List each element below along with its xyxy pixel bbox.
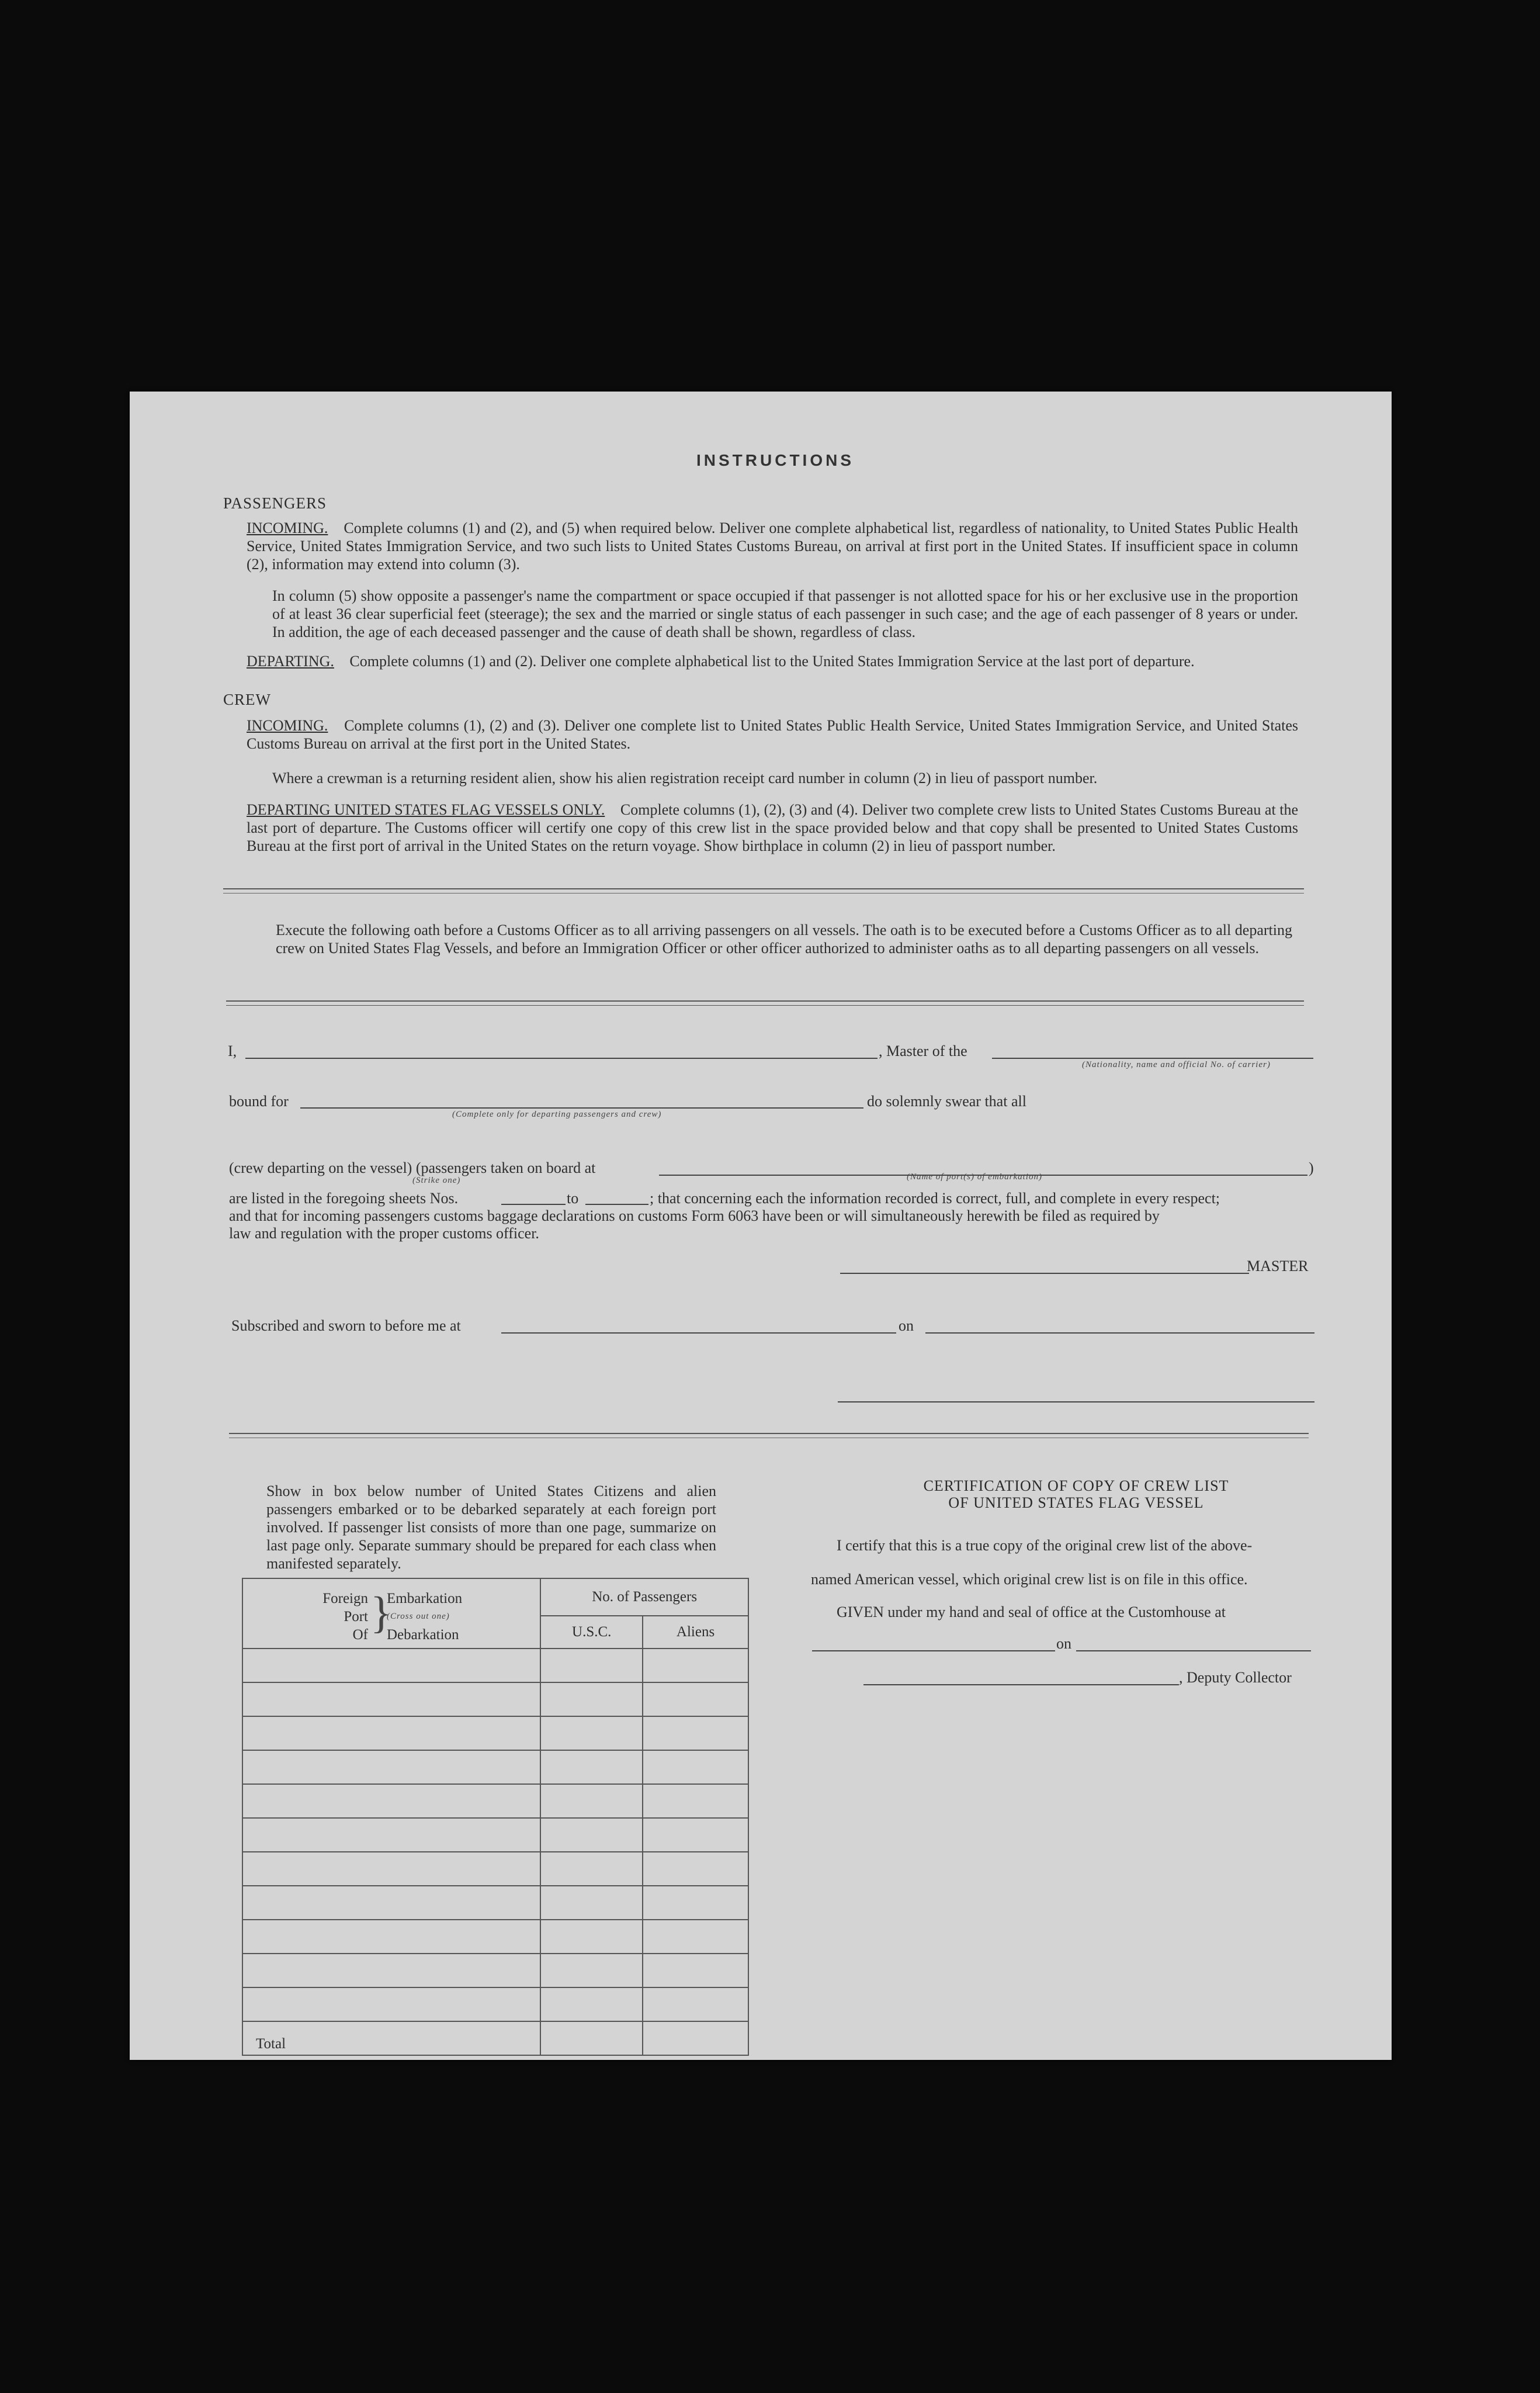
oath-listed-line2: and that for incoming passengers customs baggage declarations on customs Form 6063 have been or will simultaneously herewith be filed as required by (229, 1207, 1160, 1224)
carrier-caption: (Nationality, name and official No. of carrier) (1082, 1060, 1271, 1069)
summary-row (242, 1682, 748, 1716)
oath-master-of: , Master of the (879, 1043, 967, 1059)
divider-2b (226, 1005, 1304, 1006)
summary-port-cell[interactable] (242, 1852, 540, 1886)
officer-signature-field[interactable] (838, 1401, 1314, 1402)
oath-close-paren: ) (1309, 1159, 1314, 1176)
summary-aliens-cell[interactable] (643, 1649, 748, 1682)
summary-usc-cell[interactable] (540, 1682, 643, 1716)
brace-glyph: } (370, 1588, 392, 1637)
summary-aliens-cell[interactable] (643, 1987, 748, 2021)
oath-solemnly: do solemnly swear that all (867, 1093, 1026, 1110)
summary-row (242, 1954, 748, 1987)
subscribed-date-field[interactable] (925, 1332, 1314, 1334)
crew-incoming-label: INCOMING. (247, 717, 328, 734)
summary-usc-cell[interactable] (540, 1750, 643, 1784)
summary-usc-cell[interactable] (540, 1852, 643, 1886)
summary-aliens-cell[interactable] (643, 1716, 748, 1750)
certification-title-line2: OF UNITED STATES FLAG VESSEL (948, 1494, 1204, 1511)
summary-instruction: Show in box below number of United States Citizens and alien passengers embarked or to be debarked separately at each foreign port involved. If passenger list consists of more than one page, summarize on last page only. Separate summary should be prepared for each class when manifested separately. (266, 1483, 716, 1572)
crew-heading: CREW (223, 691, 271, 708)
deputy-signature-field[interactable] (863, 1684, 1179, 1685)
oath-listed-prefix: are listed in the foregoing sheets Nos. (229, 1190, 459, 1207)
certification-certify: I certify that this is a true copy of the original crew list of the above- (837, 1537, 1253, 1554)
summary-aliens-cell[interactable] (643, 1682, 748, 1716)
no-of-passengers-header: No. of Passengers (540, 1578, 748, 1616)
summary-row (242, 1987, 748, 2021)
crew-departing-label: DEPARTING UNITED STATES FLAG VESSELS ONLY. (247, 801, 605, 818)
oath-i-label: I, (228, 1043, 237, 1059)
subscribed-label: Subscribed and sworn to before me at (231, 1317, 461, 1334)
master-label: MASTER (1247, 1258, 1309, 1275)
summary-row (242, 1750, 748, 1784)
summary-row (242, 1920, 748, 1954)
total-aliens-cell[interactable] (643, 2021, 748, 2055)
divider-1 (223, 888, 1304, 894)
passengers-departing-paragraph (247, 652, 1298, 670)
divider-3 (229, 1433, 1309, 1438)
oath-crew-departing: (crew departing on the vessel) (passengers taken on board at (229, 1159, 596, 1176)
summary-aliens-cell[interactable] (643, 1852, 748, 1886)
summary-port-cell[interactable] (242, 1954, 540, 1987)
customhouse-field[interactable] (812, 1650, 1055, 1651)
summary-aliens-cell[interactable] (643, 1784, 748, 1818)
summary-usc-cell[interactable] (540, 1886, 643, 1920)
summary-row (242, 1818, 748, 1852)
summary-aliens-cell[interactable] (643, 1886, 748, 1920)
debarkation-label: Debarkation (387, 1627, 459, 1643)
strike-one-caption: (Strike one) (412, 1176, 461, 1185)
oath-listed-suffix: ; that concerning each the information recorded is correct, full, and complete in every respect; (650, 1190, 1220, 1207)
summary-port-cell[interactable] (242, 1784, 540, 1818)
passengers-departing-text: Complete columns (1) and (2). Deliver one complete alphabetical list to the United States Immigration Service at the last port of departure. (349, 653, 1195, 670)
summary-row (242, 1886, 748, 1920)
crew-resident-paragraph: Where a crewman is a returning resident alien, show his alien registration receipt card number in column (2) in lieu of passport number. (272, 770, 1098, 787)
divider-2 (226, 1000, 1304, 1002)
summary-aliens-cell[interactable] (643, 1750, 748, 1784)
deputy-collector-label: , Deputy Collector (1179, 1669, 1292, 1686)
summary-aliens-cell[interactable] (643, 1954, 748, 1987)
destination-field[interactable] (300, 1107, 863, 1109)
certification-title-line1: CERTIFICATION OF COPY OF CREW LIST (923, 1477, 1229, 1494)
master-signature-field[interactable] (840, 1273, 1249, 1274)
total-usc-cell[interactable] (540, 2021, 643, 2055)
summary-aliens-cell[interactable] (643, 1920, 748, 1954)
summary-port-cell[interactable] (242, 1716, 540, 1750)
embarkation-caption: (Name of port(s) of embarkation) (907, 1172, 1042, 1182)
usc-header: U.S.C. (540, 1616, 643, 1649)
sheet-to-field[interactable] (585, 1204, 648, 1205)
summary-usc-cell[interactable] (540, 1716, 643, 1750)
summary-row (242, 1784, 748, 1818)
subscribed-on-label: on (899, 1317, 914, 1334)
summary-row (242, 1649, 748, 1682)
total-label: Total (242, 2021, 540, 2055)
crew-incoming-text: Complete columns (1), (2) and (3). Deliver one complete list to United States Public Health Service, United States Immigration Service, and United States Customs Bureau on arrival at the first port in the United States. (247, 717, 1298, 752)
form-sheet (130, 392, 1392, 2060)
subscribed-place-field[interactable] (501, 1332, 896, 1334)
summary-port-cell[interactable] (242, 1987, 540, 2021)
foreign-label: Foreign (322, 1591, 368, 1606)
crew-departing-text: Complete columns (1), (2), (3) and (4). Deliver two complete crew lists to United States Customs Bureau at the last port of departure. The Customs officer will certify one copy of this crew list in the space provided below and that copy shall be presented to United States Customs Bureau at the first port of arrival in the United States on the return voyage. Show birthplace in column (2) in lieu of passport number. (247, 801, 1299, 854)
summary-usc-cell[interactable] (540, 1784, 643, 1818)
summary-row (242, 1852, 748, 1886)
passengers-incoming-label: INCOMING. (247, 520, 328, 536)
passengers-column5-paragraph: In column (5) show opposite a passenger's name the compartment or space occupied if that passenger is not allotted space for his or her exclusive use in the proportion of at least 36 clear superficial feet (steerage); the sex and the married or single status of each passenger in such case; and the age of each passenger of 8 years or under. In addition, the age of each deceased passenger and the cause of death shall be shown, regardless of class. (272, 587, 1298, 640)
summary-usc-cell[interactable] (540, 1649, 643, 1682)
summary-usc-cell[interactable] (540, 1954, 643, 1987)
certification-date-field[interactable] (1076, 1650, 1311, 1651)
summary-port-cell[interactable] (242, 1886, 540, 1920)
port-header-cell (242, 1578, 540, 1649)
embarkation-label: Embarkation (387, 1591, 463, 1606)
oath-listed-line3: law and regulation with the proper customs officer. (229, 1225, 539, 1242)
destination-caption: (Complete only for departing passengers and crew) (452, 1110, 662, 1119)
summary-port-cell[interactable] (242, 1818, 540, 1852)
passengers-heading: PASSENGERS (223, 494, 327, 512)
port-label: Port (344, 1609, 368, 1625)
certification-given: GIVEN under my hand and seal of office at the Customhouse at (837, 1604, 1226, 1620)
passengers-incoming-paragraph (247, 519, 1298, 573)
certification-certify2: named American vessel, which original crew list is on file in this office. (811, 1571, 1248, 1588)
summary-port-cell[interactable] (242, 1920, 540, 1954)
passengers-departing-label: DEPARTING. (247, 653, 334, 670)
oath-listed-to: to (567, 1190, 579, 1207)
carrier-field[interactable] (992, 1058, 1313, 1059)
summary-port-cell[interactable] (242, 1649, 540, 1682)
passenger-summary-table (242, 1578, 749, 2056)
certification-on-label: on (1056, 1635, 1071, 1652)
summary-port-cell[interactable] (242, 1682, 540, 1716)
summary-usc-cell[interactable] (540, 1987, 643, 2021)
oath-intro: Execute the following oath before a Customs Officer as to all arriving passengers on all vessels. The oath is to be executed before a Customs Officer as to all departing crew on United States Flag Vessels, and before an Immigration Officer or other officer authorized to administer oaths as to all departing passengers on all vessels. (276, 922, 1292, 957)
cross-out-label: (Cross out one) (387, 1612, 450, 1621)
summary-usc-cell[interactable] (540, 1818, 643, 1852)
passengers-incoming-text: Complete columns (1) and (2), and (5) when required below. Deliver one complete alphabetical list, regardless of nationality, to United States Public Health Service, United States Immigration Service, and two such lists to United States Customs Bureau, on arrival at first port in the United States. If insufficient space in column (2), information may extend into column (3). (247, 520, 1298, 573)
sheet-from-field[interactable] (501, 1204, 566, 1205)
summary-row (242, 1716, 748, 1750)
summary-port-cell[interactable] (242, 1750, 540, 1784)
certification-title (842, 1477, 1310, 1511)
summary-aliens-cell[interactable] (643, 1818, 748, 1852)
crew-incoming-paragraph (247, 716, 1298, 753)
summary-usc-cell[interactable] (540, 1920, 643, 1954)
oath-bound-for: bound for (229, 1093, 289, 1110)
master-name-field[interactable] (245, 1058, 877, 1059)
of-label: Of (352, 1627, 368, 1643)
crew-departing-paragraph (247, 801, 1298, 855)
instructions-title: INSTRUCTIONS (696, 451, 854, 469)
aliens-header: Aliens (643, 1616, 748, 1649)
